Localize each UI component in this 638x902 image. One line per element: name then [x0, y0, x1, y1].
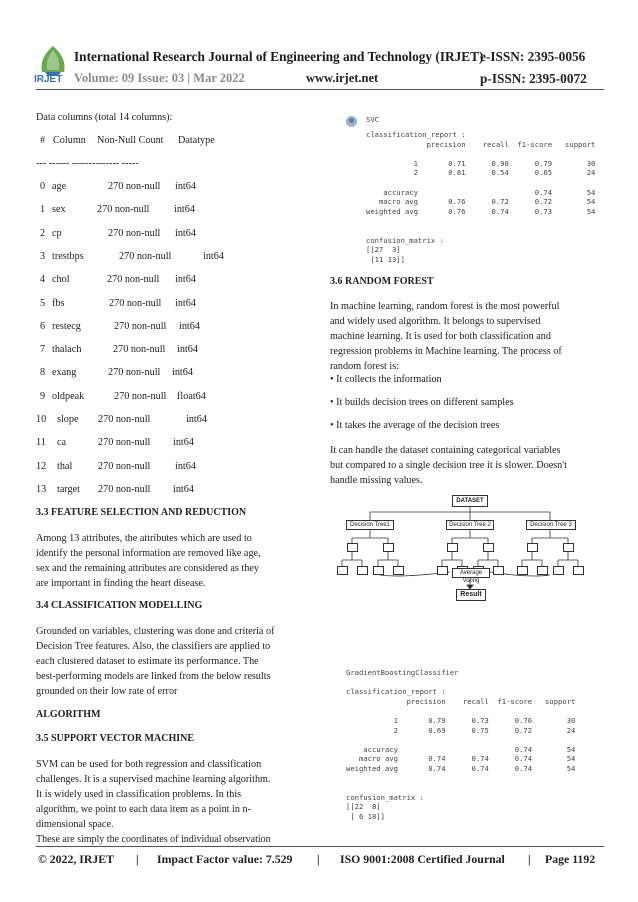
section-3-3-text — [36, 531, 306, 591]
tree-node — [347, 543, 358, 552]
row-datatype: int64 — [177, 344, 198, 356]
decision-tree-3: Decision Tree 3 — [526, 520, 576, 530]
row-non-null-count: 270 non-null — [108, 227, 161, 239]
header-column: Column — [53, 135, 86, 146]
tree-leaf — [553, 566, 564, 575]
row-column-name: thal — [57, 460, 73, 472]
row-datatype: int64 — [186, 414, 207, 425]
text-line: regression problems in Machine learning. The process of — [330, 346, 562, 357]
text-line: challenges. It is a supervised machine learning algorithm. — [36, 774, 271, 785]
row-num: 10 — [36, 414, 47, 425]
row-datatype: int64 — [172, 367, 193, 379]
row-non-null-count: 270 non-null — [114, 390, 167, 402]
row-num: 4 — [40, 274, 46, 286]
section-3-4-text — [36, 624, 306, 699]
row-non-null-count: 270 non-null — [108, 367, 161, 379]
text-line: but compared to a single decision tree it is slower. Doesn't — [330, 460, 567, 471]
tree-leaf — [573, 566, 584, 575]
text-line: SVM can be used for both regression and classification — [36, 759, 262, 770]
gradient-boosting-report: GradientBoostingClassifier classification_report : precision recall f1-score support 1 0.79 0.73 0.76 30 2 0.69 0.75 0.72 24 accuracy 0.74 54 macro avg 0.74 0.74 0.74 54 weighted avg 0.74 0.74 0.74 54 confusion_matrix : [[22 8] [ 6 18]] — [346, 668, 576, 821]
text-line: and widely used algorithm. It belongs to supervised — [330, 316, 541, 327]
text-line: In machine learning, random forest is the most powerful — [330, 301, 560, 312]
journal-title: International Research Journal of Engineering and Technology (IRJET) — [74, 49, 484, 64]
volume-issue: Volume: 09 Issue: 03 | Mar 2022 — [74, 71, 245, 85]
row-num: 12 — [36, 460, 47, 472]
row-datatype: float64 — [177, 390, 206, 402]
table-row — [36, 204, 276, 218]
table-row — [36, 251, 276, 265]
row-non-null-count: 270 non-null — [107, 274, 160, 286]
row-num: 6 — [40, 320, 46, 332]
header-divider — [36, 89, 604, 90]
row-non-null-count: 270 non-null — [109, 297, 162, 309]
row-num: 3 — [40, 250, 46, 262]
row-non-null-count: 270 non-null — [108, 181, 161, 192]
row-num: 1 — [40, 204, 46, 216]
row-non-null-count: 270 non-null — [98, 414, 151, 425]
row-non-null-count: 270 non-null — [119, 250, 172, 262]
row-datatype: int64 — [173, 437, 194, 449]
header-count: Non-Null Count — [97, 135, 164, 146]
row-num: 8 — [40, 367, 46, 379]
tree-node — [563, 543, 574, 552]
table-row — [36, 228, 276, 242]
e-issn: e-ISSN: 2395-0056 — [480, 49, 586, 64]
row-column-name: trestbps — [52, 250, 84, 262]
tree-leaf — [517, 566, 528, 575]
text-line: It can handle the dataset containing categorical variables — [330, 445, 561, 456]
row-non-null-count: 270 non-null — [98, 437, 151, 449]
tree-leaf — [373, 566, 384, 575]
table-separator: --- ------ -------------- ----- — [36, 158, 139, 169]
row-datatype: int64 — [174, 204, 195, 216]
row-num: 11 — [36, 437, 46, 449]
row-datatype: int64 — [203, 250, 224, 262]
text-line: handle missing values. — [330, 475, 423, 486]
row-column-name: chol — [52, 274, 70, 286]
footer-divider — [36, 846, 604, 847]
section-3-6-title: 3.6 RANDOM FOREST — [330, 276, 434, 287]
table-row — [36, 344, 276, 358]
text-line: algorithm, we point to each data item as a point in n- — [36, 804, 252, 815]
row-datatype: int64 — [175, 460, 196, 472]
text-line: best-performing models are linked from the below results — [36, 671, 271, 682]
text-line: random forest is: — [330, 361, 400, 372]
table-row — [36, 461, 276, 475]
table-header — [36, 135, 276, 149]
tree-leaf — [337, 566, 348, 575]
result-node: Result — [456, 589, 486, 601]
text-line: Grounded on variables, clustering was done and criteria of — [36, 626, 275, 637]
footer-page: Page 1192 — [545, 852, 596, 866]
irjet-logo — [36, 44, 70, 88]
text-line: are important in finding the heart disease. — [36, 578, 206, 589]
footer-copyright: © 2022, IRJET — [38, 852, 114, 866]
row-datatype: int64 — [175, 297, 196, 309]
text-line: identify the personal information are removed like age, — [36, 548, 261, 559]
text-line: sex and the remaining attributes are considered as they — [36, 563, 259, 574]
text-line: dimensional space. — [36, 819, 114, 830]
tree-node — [483, 543, 494, 552]
row-column-name: ca — [57, 437, 67, 449]
row-num: 5 — [40, 297, 46, 309]
row-non-null-count: 270 non-null — [114, 320, 167, 332]
row-num: 0 — [40, 181, 46, 192]
tree-leaf — [437, 566, 448, 575]
table-row — [36, 484, 276, 498]
row-datatype: int64 — [175, 181, 196, 192]
row-datatype: int64 — [175, 274, 196, 286]
bullet-1: • It collects the information — [330, 374, 442, 385]
row-num: 2 — [40, 227, 46, 239]
section-3-3-title: 3.3 FEATURE SELECTION AND REDUCTION — [36, 507, 247, 518]
row-column-name: slope — [57, 414, 79, 425]
random-forest-diagram — [340, 490, 600, 605]
footer-separator: | — [317, 852, 320, 866]
footer-iso: ISO 9001:2008 Certified Journal — [340, 852, 505, 866]
decision-tree-2: Decision Tree 2 — [446, 520, 494, 530]
tree-leaf — [357, 566, 368, 575]
row-column-name: sex — [52, 204, 66, 216]
row-datatype: int64 — [173, 483, 194, 495]
section-3-4-title: 3.4 CLASSIFICATION MODELLING — [36, 600, 203, 611]
bullet-3: • It takes the average of the decision trees — [330, 420, 500, 431]
decision-tree-1: Decision Tree1 — [346, 520, 394, 530]
notebook-output-icon — [346, 116, 357, 127]
row-datatype: int64 — [179, 320, 200, 332]
footer-separator: | — [528, 852, 531, 866]
section-3-6-text — [330, 299, 600, 374]
header-dtype: Datatype — [178, 135, 215, 146]
diagram-connectors — [340, 490, 600, 605]
row-non-null-count: 270 non-null — [98, 483, 151, 495]
row-datatype: int64 — [175, 227, 196, 239]
header-num: # — [40, 135, 46, 146]
section-3-5-text — [36, 757, 306, 832]
text-line: machine learning. It is used for both classification and — [330, 331, 551, 342]
row-non-null-count: 270 non-null — [98, 460, 151, 472]
data-columns-label: Data columns (total 14 columns): — [36, 112, 173, 123]
tree-leaf — [393, 566, 404, 575]
logo-text: IRJET — [34, 74, 63, 85]
row-column-name: exang — [52, 367, 77, 379]
table-row — [36, 181, 276, 195]
row-column-name: age — [52, 181, 67, 192]
row-num: 13 — [36, 483, 47, 495]
table-row — [36, 298, 276, 312]
text-line: each clustered dataset to estimate its performance. The — [36, 656, 259, 667]
row-column-name: target — [57, 483, 81, 495]
rf-description — [330, 443, 600, 488]
p-issn: p-ISSN: 2395-0072 — [480, 71, 587, 86]
row-column-name: fbs — [52, 297, 65, 309]
tree-node — [383, 543, 394, 552]
tree-leaf — [493, 566, 504, 575]
dataset-node: DATASET — [452, 495, 488, 507]
section-3-5-title: 3.5 SUPPORT VECTOR MACHINE — [36, 733, 195, 744]
tree-node — [527, 543, 538, 552]
row-non-null-count: 270 non-null — [113, 344, 166, 356]
algorithm-title: ALGORITHM — [36, 709, 101, 720]
text-line: Decision Tree features. Also, the classifiers are applied to — [36, 641, 271, 652]
row-column-name: cp — [52, 227, 62, 239]
table-row — [36, 414, 276, 428]
text-line: grounded on their low rate of error — [36, 686, 178, 697]
table-row — [36, 321, 276, 335]
svc-label: SVC — [366, 115, 379, 124]
row-num: 7 — [40, 344, 46, 356]
text-line: Among 13 attributes, the attributes which are used to — [36, 533, 252, 544]
journal-url[interactable]: www.irjet.net — [306, 71, 379, 85]
table-row — [36, 367, 276, 381]
row-non-null-count: 270 non-null — [97, 204, 150, 216]
footer-impact-factor: Impact Factor value: 7.529 — [157, 852, 293, 866]
table-row — [36, 274, 276, 288]
tree-node — [447, 543, 458, 552]
table-row — [36, 437, 276, 451]
row-column-name: restecg — [52, 320, 81, 332]
average-voting-node: Average Voting — [452, 568, 490, 578]
tree-leaf — [537, 566, 548, 575]
row-column-name: oldpeak — [52, 390, 85, 402]
text-line: It is widely used in classification problems. In this — [36, 789, 242, 800]
row-column-name: thalach — [52, 344, 82, 356]
bullet-2: • It builds decision trees on different samples — [330, 397, 514, 408]
svc-report: classification_report : precision recall f1-score support 1 0.71 0.90 0.79 30 2 0.81 0.54 0.65 24 accuracy 0.74 54 macro avg 0.76 0.72 0.72 54 weighted avg 0.76 0.74 0.73 54 confusion_matrix : [[27 3] [11 13]] — [366, 130, 596, 264]
row-num: 9 — [40, 390, 46, 402]
last-line: These are simply the coordinates of individual observation — [36, 834, 271, 845]
footer-separator: | — [136, 852, 139, 866]
table-row — [36, 391, 276, 405]
